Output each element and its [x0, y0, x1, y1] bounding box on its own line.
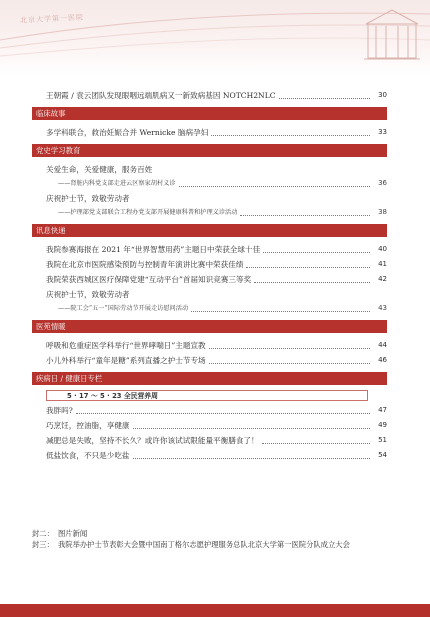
cover-note-text: 图片新闻 — [58, 529, 88, 538]
toc-entry-page: 51 — [378, 436, 387, 444]
toc-entry-page: 36 — [378, 179, 387, 187]
cover-note — [32, 539, 392, 550]
toc-entry[interactable] — [32, 191, 387, 206]
toc-entry[interactable] — [32, 88, 387, 103]
cover-note — [32, 528, 392, 539]
header-faint-text: 北京大学第一医院 — [19, 13, 85, 25]
toc-entry-title: 我胖吗? — [46, 406, 73, 415]
toc-entry-page: 46 — [378, 356, 387, 364]
toc-entry-title: 巧烹饪，控油脂，享健康 — [46, 421, 130, 430]
toc-entry[interactable] — [32, 272, 387, 287]
toc-leader-dots — [279, 98, 370, 99]
toc-leader-dots — [76, 413, 370, 414]
toc-entry-page: 30 — [378, 91, 387, 99]
toc-leader-dots — [133, 428, 370, 429]
section-header: 讯息快递 — [32, 224, 387, 237]
cover-notes — [32, 528, 392, 550]
toc-entry-title: 我院参赛海报在 2021 年“世界智慧用药”主题日中荣获全球十佳 — [46, 245, 261, 254]
toc-leader-dots — [179, 186, 370, 187]
toc-entry-title: 我院在北京市医院感染预防与控制青年演讲比赛中荣获佳绩 — [46, 260, 244, 269]
section-header: 临床故事 — [32, 107, 387, 120]
toc-leader-dots — [191, 311, 370, 312]
toc-entry-title: ——院工会“五一”国际劳动节开展走访慰问活动 — [58, 305, 189, 312]
cover-note-label: 封三： — [32, 540, 54, 549]
toc-entry-title: 我院荣获西城区医疗保障党建“互动平台”首届知识竞赛三等奖 — [46, 275, 252, 284]
toc-entry-page: 43 — [378, 304, 387, 312]
toc-entry[interactable] — [32, 433, 387, 448]
toc-entry-page: 42 — [378, 275, 387, 283]
toc-entry-title: 庆祝护士节，致敬劳动者 — [46, 290, 130, 299]
toc-entry[interactable] — [32, 177, 387, 191]
toc-entry-page: 44 — [378, 341, 387, 349]
bottom-band — [0, 604, 430, 617]
toc-entry-title: 多学科联合，救治妊娠合并 Wernicke 脑病孕妇 — [46, 128, 209, 137]
toc-entry-title: 王朝霞 / 袁云团队发现眼咽远端肌病又一新致病基因 NOTCH2NLC — [46, 91, 276, 100]
table-of-contents — [32, 88, 387, 463]
toc-entry[interactable] — [32, 418, 387, 433]
toc-entry-title: 呼吸和危重症医学科举行“世界哮喘日”主题宣教 — [46, 341, 206, 350]
toc-leader-dots — [209, 363, 370, 364]
toc-leader-dots — [209, 348, 370, 349]
toc-entry-page: 49 — [378, 421, 387, 429]
toc-entry-title: ——肾脏内科党支部走进云区察家胡村义诊 — [58, 180, 176, 187]
toc-leader-dots — [254, 282, 370, 283]
section-header: 党史学习教育 — [32, 144, 387, 157]
toc-entry[interactable] — [32, 257, 387, 272]
toc-entry-title: 减肥总是失败，坚持不长久？或许你该试试限能量平衡膳食了！ — [46, 436, 259, 445]
toc-entry-page: 47 — [378, 406, 387, 414]
toc-entry[interactable] — [32, 338, 387, 353]
toc-entry[interactable] — [32, 162, 387, 177]
toc-leader-dots — [133, 458, 370, 459]
week-banner: 5 · 17 ～ 5 · 23 全民营养周 — [46, 390, 368, 401]
toc-entry-title: 低盐饮食，不只是少吃盐 — [46, 451, 130, 460]
toc-entry[interactable] — [32, 242, 387, 257]
toc-leader-dots — [262, 443, 370, 444]
toc-leader-dots — [246, 267, 370, 268]
toc-entry-page: 40 — [378, 245, 387, 253]
cover-note-text: 我院举办护士节表彰大会暨中国南丁格尔志愿护理服务总队北京大学第一医院分队成立大会 — [58, 540, 350, 549]
toc-entry[interactable] — [32, 125, 387, 140]
building-illustration — [360, 4, 424, 62]
toc-entry-title: 小儿外科举行“童年是糖”系列直播之护士节专场 — [46, 356, 206, 365]
toc-entry-title: 关爱生命，关爱健康，服务百姓 — [46, 165, 153, 174]
toc-entry[interactable] — [32, 448, 387, 463]
toc-entry-page: 33 — [378, 128, 387, 136]
toc-entry-title: 庆祝护士节，致敬劳动者 — [46, 194, 130, 203]
toc-entry[interactable] — [32, 353, 387, 368]
cover-note-label: 封二： — [32, 529, 54, 538]
toc-entry-title: ——护理部党支部联合工程办党支部开展健康科普和护理义诊活动 — [58, 209, 238, 216]
toc-entry[interactable] — [32, 403, 387, 418]
toc-entry-page: 38 — [378, 208, 387, 216]
toc-entry[interactable] — [32, 206, 387, 220]
toc-entry[interactable] — [32, 287, 387, 302]
toc-entry-page: 54 — [378, 451, 387, 459]
section-header: 疾病日 / 健康日专栏 — [32, 372, 387, 385]
toc-leader-dots — [240, 215, 370, 216]
toc-leader-dots — [263, 252, 370, 253]
toc-entry[interactable] — [32, 302, 387, 316]
toc-entry-page: 41 — [378, 260, 387, 268]
toc-leader-dots — [211, 135, 370, 136]
section-header: 医苑情暖 — [32, 320, 387, 333]
